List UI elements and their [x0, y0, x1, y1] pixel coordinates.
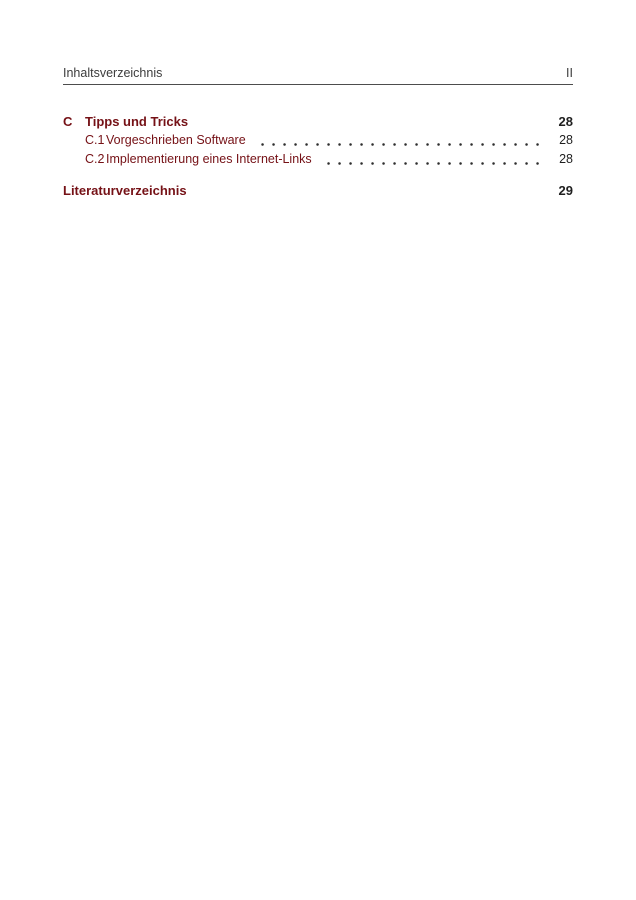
page-content	[63, 66, 573, 200]
toc-entry-label[interactable]: Vorgeschrieben Software	[106, 133, 246, 147]
toc-entry-label[interactable]: Tipps und Tricks	[85, 114, 189, 129]
toc-dot-leader	[319, 162, 547, 165]
toc-entry-page: 29	[558, 183, 573, 198]
toc-entry-section-c1[interactable]	[63, 131, 573, 150]
toc-entry-page: 28	[559, 133, 573, 147]
toc-dot-leader	[253, 143, 547, 146]
toc-entry-label[interactable]: Implementierung eines Internet-Links	[106, 152, 312, 166]
toc-entry-number[interactable]: C	[63, 114, 73, 129]
toc-entry-bibliography[interactable]	[63, 181, 573, 200]
toc-entry-chapter-c[interactable]	[63, 112, 573, 131]
toc-entry-number[interactable]: C.1	[85, 133, 105, 147]
running-header-title: Inhaltsverzeichnis	[63, 66, 163, 80]
running-header-page-number: II	[566, 66, 573, 80]
running-header	[63, 66, 573, 85]
toc-entry-section-c2[interactable]	[63, 150, 573, 169]
toc-entry-page: 28	[558, 114, 573, 129]
toc-entry-number[interactable]: C.2	[85, 152, 105, 166]
toc-entry-page: 28	[559, 152, 573, 166]
table-of-contents	[63, 112, 573, 200]
toc-entry-label[interactable]: Literaturverzeichnis	[63, 183, 187, 198]
